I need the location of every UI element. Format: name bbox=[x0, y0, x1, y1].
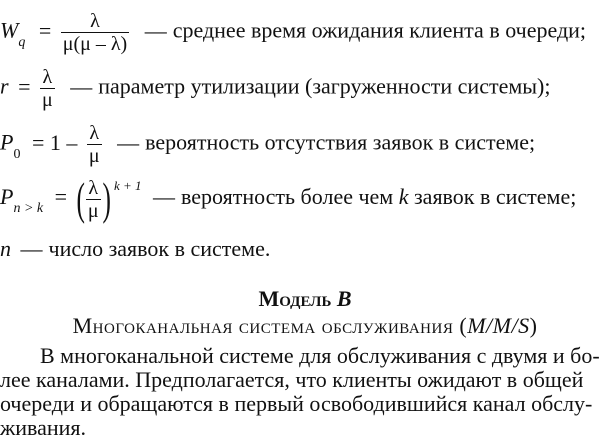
wq-symbol: W bbox=[0, 17, 19, 43]
formula-p0 bbox=[0, 122, 535, 167]
p0-subscript: 0 bbox=[13, 146, 21, 162]
section-heading-word: Модель bbox=[258, 286, 332, 311]
pnk-numerator: λ bbox=[86, 177, 101, 200]
section-subheading bbox=[0, 313, 610, 339]
r-symbol: r bbox=[0, 73, 9, 99]
pnk-fraction bbox=[86, 177, 101, 222]
pnk-description-before: вероятность более чем bbox=[180, 184, 394, 210]
r-description: параметр утилизации (загруженности системы); bbox=[98, 73, 551, 99]
wq-denominator: μ(μ – λ) bbox=[62, 33, 128, 55]
r-numerator: λ bbox=[40, 66, 55, 89]
p0-equals: = 1 – bbox=[31, 129, 78, 155]
p0-numerator: λ bbox=[87, 122, 102, 145]
pnk-k-symbol: k bbox=[398, 184, 409, 210]
subheading-close: ) bbox=[529, 313, 538, 338]
pnk-left-paren: ( bbox=[75, 173, 85, 224]
formula-r bbox=[0, 66, 550, 111]
p0-description: вероятность отсутствия заявок в системе; bbox=[145, 129, 536, 155]
r-dash: — bbox=[70, 73, 93, 99]
r-fraction bbox=[40, 66, 55, 111]
p0-fraction bbox=[87, 122, 102, 167]
pnk-description-after: заявок в системе; bbox=[413, 184, 577, 210]
wq-fraction bbox=[61, 10, 129, 55]
formula-n bbox=[0, 236, 270, 262]
p0-denominator: μ bbox=[88, 145, 100, 167]
paragraph-line: живания. bbox=[0, 415, 87, 440]
section-heading-letter: B bbox=[336, 286, 352, 311]
wq-dash: — bbox=[144, 17, 167, 43]
paragraph-line: лее каналами. Предполагается, что клиенты ожидают в общей bbox=[0, 367, 584, 392]
paragraph-line: В многоканальной системе для обслуживания с двумя и бо- bbox=[40, 343, 600, 368]
pnk-denominator: μ bbox=[87, 199, 99, 222]
wq-numerator: λ bbox=[61, 10, 129, 33]
wq-equals: = bbox=[38, 17, 52, 43]
body-paragraph bbox=[0, 344, 604, 440]
wq-description: среднее время ожидания клиента в очереди; bbox=[172, 17, 587, 43]
n-dash: — bbox=[20, 236, 43, 261]
section-heading bbox=[0, 286, 610, 312]
n-description: число заявок в системе. bbox=[48, 236, 271, 261]
p0-dash: — bbox=[117, 129, 140, 155]
pnk-right-paren: ) bbox=[102, 173, 111, 224]
r-equals: = bbox=[18, 73, 31, 99]
pnk-exponent: k + 1 bbox=[113, 178, 142, 194]
p0-symbol: P bbox=[0, 129, 14, 155]
n-symbol: n bbox=[0, 236, 11, 261]
formula-wq bbox=[0, 10, 586, 55]
pnk-subscript: n > k bbox=[13, 201, 44, 217]
pnk-symbol: P bbox=[0, 184, 14, 210]
pnk-dash: — bbox=[152, 184, 175, 210]
r-denominator: μ bbox=[41, 89, 53, 111]
paragraph-line: очереди и обращаются в первый освободившийся канал обслу- bbox=[0, 391, 593, 416]
formula-pnk bbox=[0, 173, 577, 224]
subheading-text: Многоканальная система обслуживания ( bbox=[72, 313, 468, 338]
subheading-model: M/M/S bbox=[467, 313, 530, 338]
wq-subscript: q bbox=[18, 34, 26, 50]
pnk-equals: = bbox=[54, 184, 68, 210]
